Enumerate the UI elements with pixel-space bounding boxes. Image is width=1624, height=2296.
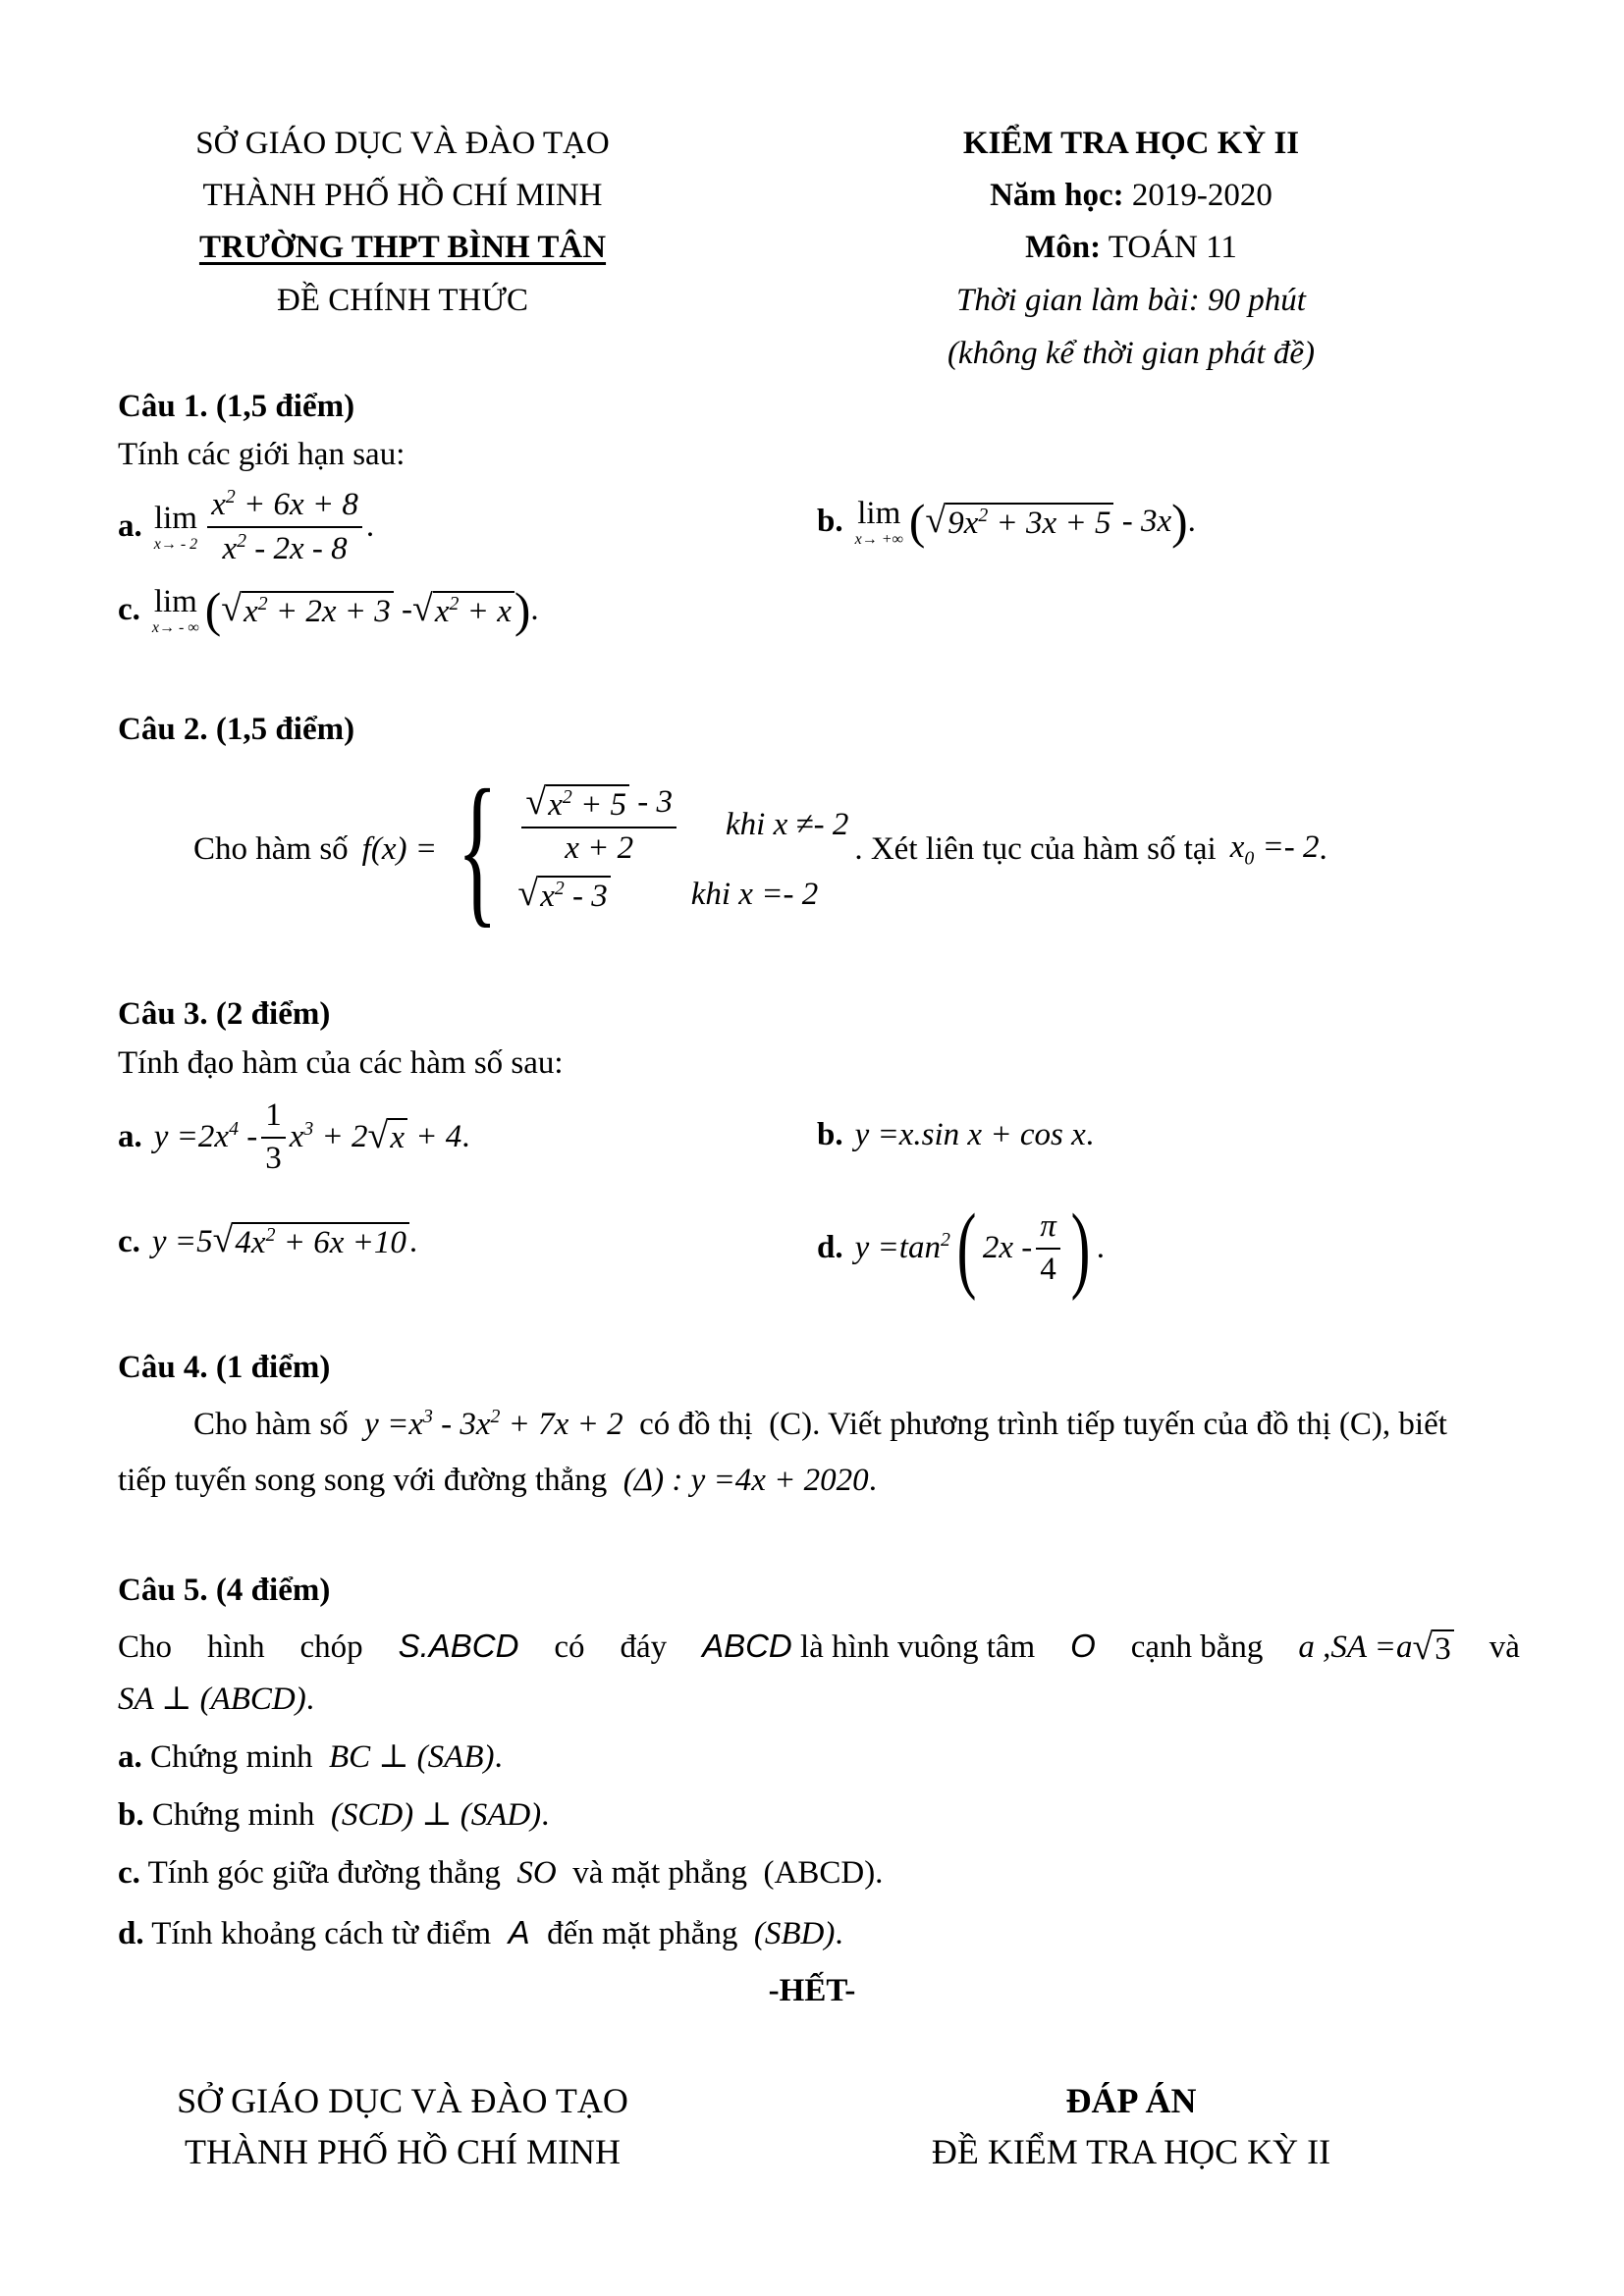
q1c-sqrt2: √ $x^2 + x$: [412, 591, 514, 631]
q5-w2: hình: [206, 1629, 265, 1665]
q5-line1: [118, 1628, 1520, 1669]
q1-title: Câu 1. (1,5 điểm): [118, 389, 355, 424]
q5-w6: đáy: [620, 1629, 668, 1665]
q1a-lim: lim x→ - 2: [153, 500, 198, 553]
q3d-label: d.: [817, 1229, 843, 1265]
q5c-label: c.: [118, 1855, 140, 1891]
school-year: [990, 178, 1272, 215]
city-name: THÀNH PHỐ HỒ CHÍ MINH: [202, 178, 603, 213]
q4-text1c: . Viết phương trình tiếp tuyến của đồ thị (C), biết: [812, 1407, 1447, 1442]
q4-line1: Cho hàm số $y =x^3 - 3x^2 + 7x + 2$ có đồ thị (C). Viết phương trình tiếp tuyến của đồ thị (C), biết: [193, 1406, 1447, 1442]
q2-func: f(x) =: [361, 830, 437, 867]
q3b-label: b.: [817, 1117, 843, 1152]
q2-brace: {: [457, 756, 498, 942]
answer-key-title: ĐÁP ÁN: [1065, 2081, 1197, 2120]
q3d: d. $y =\tan^2$ ( 2x - $\frac{\pi}{4}$ ) .: [817, 1195, 1105, 1302]
q1a-label: a.: [118, 507, 142, 544]
q5a: a. Chứng minh BC ⊥ (SAB).: [118, 1739, 503, 1775]
q2-prefix: Cho hàm số: [193, 830, 349, 867]
q5-w12: và: [1489, 1629, 1520, 1665]
q5-w1: Cho: [118, 1629, 173, 1665]
q2-case1-fraction: √ $x^2 + 5$ - 3 x + 2: [521, 784, 677, 868]
q2-body: Cho hàm số f(x) = { √ $x^2 + 5$ - 3 x + 2 khi x ≠- 2 √ $x^2 - 3$ khi x =- 2 . Xét liên tục của hàm số tại $x_0 =- 2$ .: [193, 756, 1327, 942]
q1c: c. lim x→ - ∞ ( √ $x^2 + 2x + 3$ - √ $x^2 + x$ ) .: [118, 583, 539, 638]
q3a: a. $y =2x^4$ - $\frac{1}{3}$ $x^3 + 2$ √ x + 4 .: [118, 1097, 470, 1176]
q4-line2: tiếp tuyến song song với đường thẳng (Δ) : y =4x + 2020.: [118, 1463, 877, 1498]
subject: [1025, 230, 1237, 267]
q5-base: ABCD là hình vuông tâm: [702, 1628, 1036, 1665]
q5-pyramid: S.ABCD: [398, 1628, 519, 1664]
end-mark: -HẾT-: [768, 1973, 856, 2008]
q2-point: $x_0 =- 2$: [1229, 829, 1320, 870]
q3c-sqrt: √ $4x^2 + 6x +10$: [213, 1222, 409, 1262]
subject-label: Môn:: [1025, 230, 1102, 265]
q1b: b. lim x→ +∞ ( √ $9x^2 + 3x + 5$ - 3x ) .: [817, 495, 1196, 550]
q5b: b. Chứng minh (SCD) ⊥ (SAD).: [118, 1797, 550, 1833]
exam-time: Thời gian làm bài: 90 phút: [956, 283, 1306, 318]
q5-center: O: [1070, 1628, 1096, 1664]
q3d-fraction: $\frac{\pi}{4}$: [1036, 1208, 1060, 1289]
q5d-text: Tính khoảng cách từ điểm: [151, 1916, 492, 1951]
answer-key-subtitle: ĐỀ KIỂM TRA HỌC KỲ II: [931, 2132, 1331, 2171]
q5b-label: b.: [118, 1797, 144, 1833]
q3b: b. y =x.sin x + cos x .: [817, 1117, 1094, 1152]
q3c: c. y =5 √ $4x^2 + 6x +10$ .: [118, 1219, 418, 1260]
q1c-label: c.: [118, 592, 140, 628]
q1c-lim: lim x→ - ∞: [151, 584, 199, 636]
q3a-label: a.: [118, 1118, 142, 1154]
q2-cond1: khi x ≠- 2: [726, 807, 849, 843]
q1-intro: Tính các giới hạn sau:: [118, 437, 406, 472]
q4-text1a: Cho hàm số: [193, 1407, 349, 1442]
q2-title: Câu 2. (1,5 điểm): [118, 712, 355, 747]
year-label: Năm học:: [990, 178, 1124, 213]
q1c-sqrt1: √ $x^2 + 2x + 3$: [221, 591, 394, 631]
q5d-label: d.: [118, 1916, 144, 1951]
footer-dept: SỞ GIÁO DỤC VÀ ĐÀO TẠO: [177, 2081, 628, 2120]
q1a: a. lim x→ - 2 $\frac{x^2 + 6x + 8}{x^2 - 2x - 8}$ .: [118, 486, 375, 566]
q2-suffix: . Xét liên tục của hàm số tại: [854, 830, 1217, 867]
q1b-lim: lim x→ +∞: [854, 496, 903, 548]
school-name: TRƯỜNG THPT BÌNH TÂN: [198, 230, 607, 265]
q5b-text: Chứng minh: [151, 1797, 315, 1833]
q1b-sqrt: √ $9x^2 + 3x + 5$: [925, 503, 1113, 543]
dept-name: SỞ GIÁO DỤC VÀ ĐÀO TẠO: [195, 126, 610, 161]
exam-time-note: (không kể thời gian phát đề): [947, 336, 1316, 371]
q1b-label: b.: [817, 504, 843, 540]
q5-w5: có: [554, 1629, 585, 1665]
q5-w10: cạnh bằng: [1130, 1629, 1264, 1665]
q3a-sqrt: √ x: [368, 1118, 407, 1157]
q4-text1b: có đồ thị: [639, 1407, 753, 1442]
year-value: 2019-2020: [1131, 178, 1272, 213]
q4-title: Câu 4. (1 điểm): [118, 1350, 331, 1385]
q4-text2a: tiếp tuyến song song với đường thẳng: [118, 1463, 608, 1498]
q5-w3: chóp: [299, 1629, 363, 1665]
q5-side: a ,SA =a √ 3: [1298, 1629, 1453, 1669]
q5-title: Câu 5. (4 điểm): [118, 1573, 331, 1608]
q1a-fraction: $\frac{x^2 + 6x + 8}{x^2 - 2x - 8}$: [207, 486, 362, 568]
q2-cases: [517, 780, 849, 916]
q3-intro: Tính đạo hàm của các hàm số sau:: [118, 1045, 564, 1081]
q5c: c. Tính góc giữa đường thẳng SO và mặt phẳng (ABCD).: [118, 1855, 884, 1891]
q5d-text2: đến mặt phẳng: [547, 1916, 738, 1951]
q3c-label: c.: [118, 1223, 140, 1259]
q5d: d. Tính khoảng cách từ điểm A đến mặt phẳng (SBD).: [118, 1914, 843, 1951]
q5c-text: Tính góc giữa đường thẳng: [147, 1855, 501, 1891]
q3a-fraction: $\frac{1}{3}$: [261, 1097, 286, 1178]
q3-title: Câu 3. (2 điểm): [118, 996, 331, 1032]
q5a-label: a.: [118, 1739, 142, 1775]
q2-case2: √ $x^2 - 3$: [517, 876, 610, 916]
exam-title: KIỂM TRA HỌC KỲ II: [962, 126, 1300, 161]
subject-value: TOÁN 11: [1108, 230, 1237, 265]
q5a-text: Chứng minh: [150, 1739, 313, 1775]
q5c-text2: và mặt phẳng: [572, 1855, 748, 1891]
footer-city: THÀNH PHỐ HỒ CHÍ MINH: [185, 2132, 621, 2171]
q5-line2: SA ⊥ (ABCD).: [118, 1682, 314, 1717]
official-label: ĐỀ CHÍNH THỨC: [277, 283, 528, 318]
q2-cond2: khi x =- 2: [690, 877, 819, 913]
